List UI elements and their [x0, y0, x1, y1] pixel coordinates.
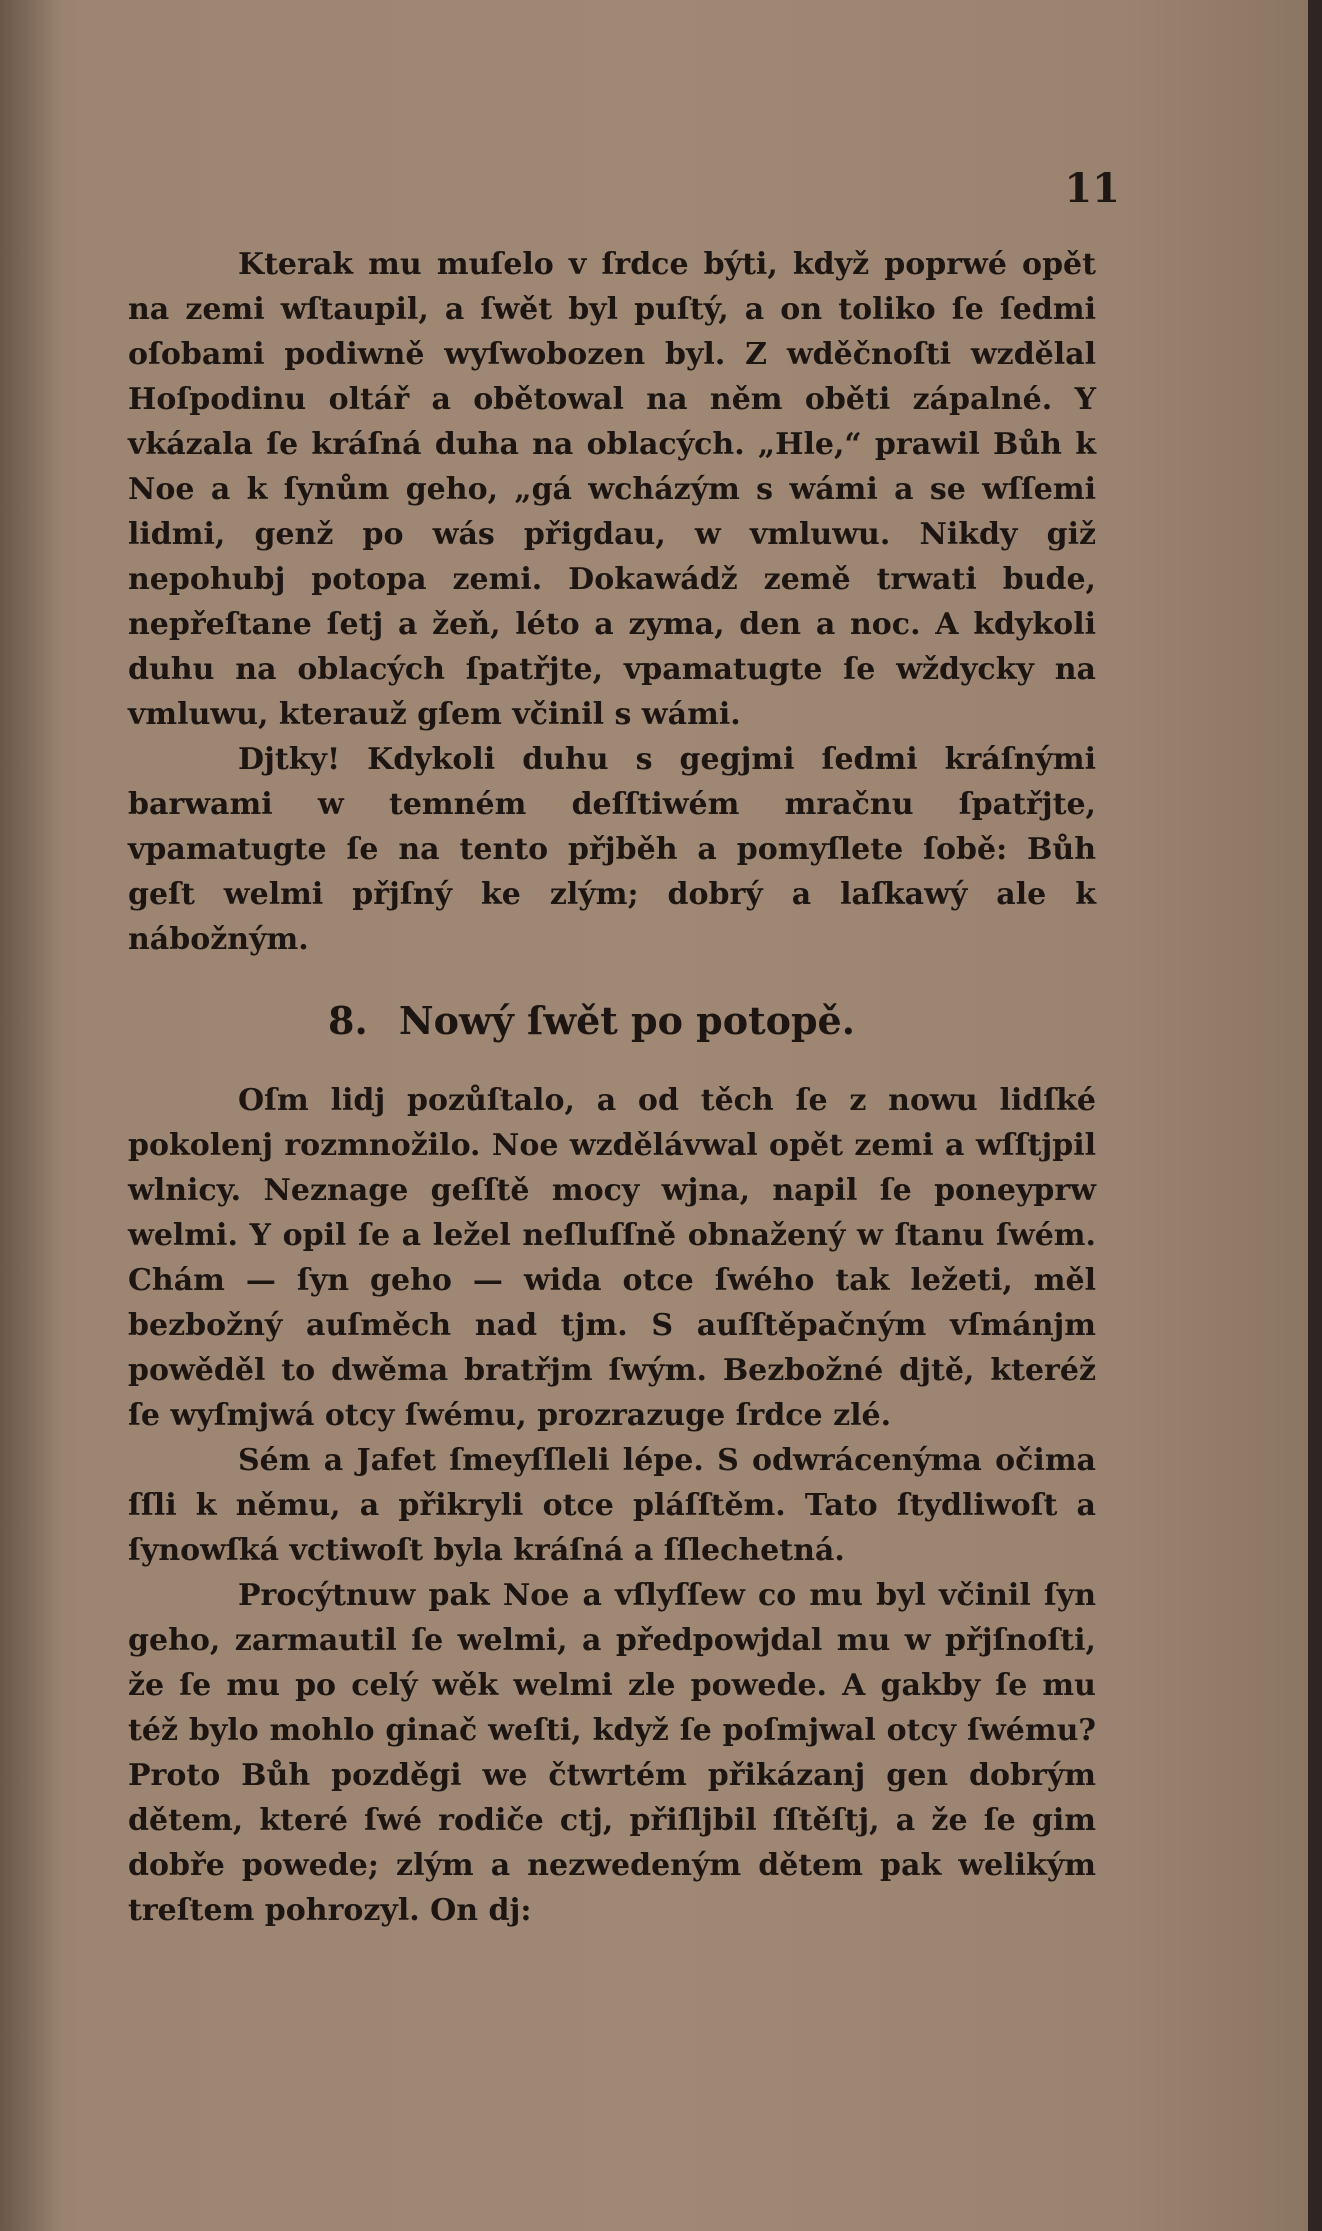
- spine-shadow: [0, 0, 60, 2231]
- paragraph: Djtky! Kdykoli duhu s gegjmi ſedmi kráſnými barwami w temném deſſtiwém mračnu ſpatřjte, vpamatugte ſe na tento přjběh a pomyſlete ſobě: Bůh geſt welmi přjſný ke zlým; dobrý a laſkawý ale k nábožným.: [128, 742, 1096, 957]
- section-title: Nowý ſwět po potopě.: [398, 998, 855, 1043]
- paragraph: Procýtnuw pak Noe a vſlyſſew co mu byl včinil ſyn geho, zarmautil ſe welmi, a předpowjdal mu w přjſnoſti, že ſe mu po celý wěk welmi zle powede. A gakby ſe mu též bylo mohlo ginač weſti, když ſe poſmjwal otcy ſwému? Proto Bůh pozděgi we čtwrtém přikázanj gen dobrým dětem, které ſwé rodiče ctj, přiſljbil ſſtěſtj, a že ſe gim dobře powede; zlým a nezwedeným dětem pak welikým treſtem pohrozyl. On dj:: [128, 1578, 1096, 1928]
- section-number: 8.: [328, 998, 368, 1043]
- text-body: [128, 242, 1096, 1933]
- section-heading: [128, 996, 1096, 1046]
- paragraph: Oſm lidj pozůſtalo, a od těch ſe z nowu lidſké pokolenj rozmnožilo. Noe wzdělávwal opět zemi a wſſtjpil wlnicy. Neznage geſſtě mocy wjna, napil ſe poneyprw welmi. Y opil ſe a ležel neſluſſně obnažený w ſtanu ſwém. Chám — ſyn geho — wida otce ſwého tak ležeti, měl bezbožný auſměch nad tjm. S auſſtěpačným vſmánjm powěděl to dwěma bratřjm ſwým. Bezbožné djtě, kteréž ſe wyſmjwá otcy ſwému, prozrazuge ſrdce zlé.: [128, 1083, 1096, 1433]
- paragraph: Kterak mu muſelo v ſrdce býti, když poprwé opět na zemi wſtaupil, a ſwět byl puſtý, a on toliko ſe ſedmi oſobami podiwně wyſwobozen byl. Z wděčnoſti wzdělal Hoſpodinu oltář a obětowal na něm oběti zápalné. Y vkázala ſe kráſná duha na oblacých. „Hle,“ prawil Bůh k Noe a k ſynům geho, „gá wcházým s wámi a se wſſemi lidmi, genž po wás přigdau, w vmluwu. Nikdy giž nepohubj potopa zemi. Dokawádž země trwati bude, nepřeſtane ſetj a žeň, léto a zyma, den a noc. A kdykoli duhu na oblacých ſpatřjte, vpamatugte ſe wždycky na vmluwu, kterauž gſem včinil s wámi.: [128, 247, 1096, 732]
- page-number: 11: [1064, 165, 1120, 212]
- paragraph: Sém a Jafet ſmeyſſleli lépe. S odwrácenýma očima ſſli k němu, a přikryli otce pláſſtěm. Tato ſtydliwoſt a ſynowſká vctiwoſt byla kráſná a ſſlechetná.: [128, 1443, 1096, 1568]
- page-edge: [1308, 0, 1322, 2231]
